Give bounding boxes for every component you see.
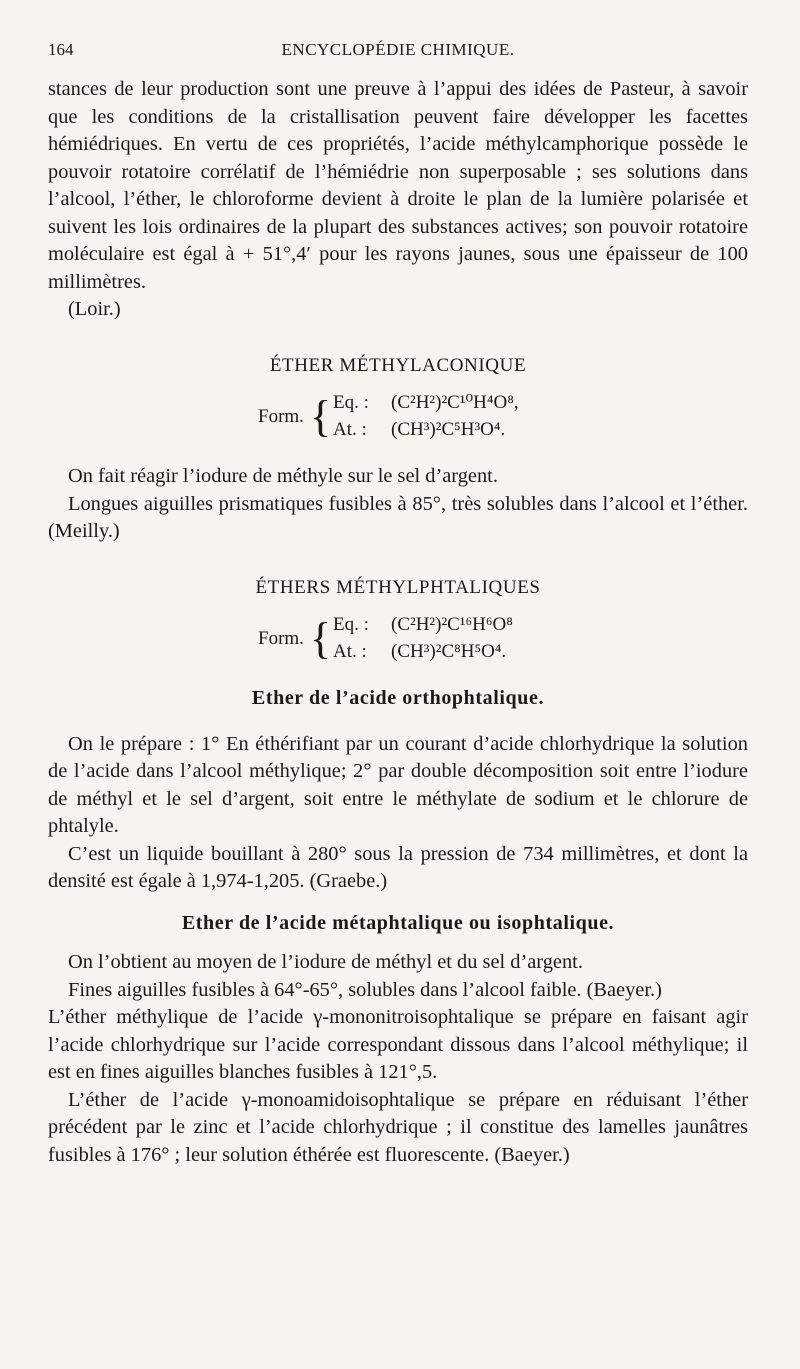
formula-methylaconique [48, 387, 748, 451]
paragraph: C’est un liquide bouillant à 280° sous la pression de 734 millimètres, et dont la densité est égale à 1,974-1,205. (Graebe.) [48, 842, 748, 892]
paragraph: L’éther de l’acide γ-monoamidoisophtalique se prépare en réduisant l’éther précédent par le zinc et l’acide chlorhydrique ; il constitue des lamelles jaunâtres fusibles à 176° ; leur solution éthérée est fluorescente. (Baeyer.) [48, 1088, 748, 1166]
section-title-methylaconique: ÉTHER MÉTHYLACONIQUE [269, 354, 527, 376]
intro-citation: (Loir.) [68, 298, 121, 320]
subsection-title-isophtalique: Ether de l’acide métaphtalique ou isophtalique. [181, 911, 615, 934]
page-body [48, 76, 748, 1169]
paragraph: On fait réagir l’iodure de méthyle sur le sel d’argent. [68, 465, 498, 487]
formula-at-value: (CH³)²C⁵H³O⁴. [391, 419, 506, 440]
formula-eq-value: (C²H²)²C¹⁰H⁴O⁸, [391, 392, 519, 413]
intro-paragraph: stances de leur production sont une preuve à l’appui des idées de Pasteur, à savoir que les conditions de la cristallisation peuvent faire développer les facettes hémiédriques. En vertu de ces propriétés, l’acide méthylcamphorique possède le pouvoir rotatoire corrélatif de l’hémiédrie non superposable ; ses solutions dans l’alcool, l’éther, le chloroforme devient à droite le plan de la lumière polarisée et suivent les lois ordinaires de la plupart des substances actives; son pouvoir rotatoire moléculaire est égal à + 51°,4′ pour les rayons jaunes, sous une épaisseur de 100 millimètres. [48, 78, 748, 293]
paragraph: Fines aiguilles fusibles à 64°-65°, solubles dans l’alcool faible. (Baeyer.) [68, 978, 662, 1001]
page-header [48, 40, 748, 70]
formula-label: Form. [258, 406, 304, 427]
paragraph: On l’obtient au moyen de l’iodure de méthyl et du sel d’argent. [68, 951, 583, 973]
formula-brace: { [310, 614, 332, 663]
formula-at-key: At. : [333, 641, 367, 662]
formula-label: Form. [258, 628, 304, 649]
formula-brace: { [310, 392, 332, 441]
paragraph: On le prépare : 1° En éthérifiant par un courant d’acide chlorhydrique la solution de l’acide dans l’alcool méthylique; 2° par double décomposition soit entre l’iodure de méthyl et le sel d’argent, soit entre le méthylate de sodium et le chlorure de phtalyle. [48, 732, 748, 837]
page-number: 164 [48, 40, 74, 59]
formula-eq-value: (C²H²)²C¹⁶H⁶O⁸ [391, 614, 513, 635]
subsection-title-orthophtalique: Ether de l’acide orthophtalique. [251, 687, 545, 709]
formula-at-value: (CH³)²C⁸H⁵O⁴. [391, 641, 507, 662]
running-title: ENCYCLOPÉDIE CHIMIQUE. [281, 40, 515, 59]
paragraph: L’éther méthylique de l’acide γ-mononitroisophtalique se prépare en faisant agir l’acide chlorhydrique sur l’acide correspondant dissous dans l’alcool méthylique; il est en fines aiguilles blanches fusibles à 121°,5. [48, 1006, 748, 1083]
formula-at-key: At. : [333, 419, 367, 440]
paragraph: Longues aiguilles prismatiques fusibles à 85°, très solubles dans l’alcool et l’éther. (Meilly.) [48, 492, 748, 542]
formula-eq-key: Eq. : [333, 392, 369, 413]
section-title-methylphtaliques: ÉTHERS MÉTHYLPHTALIQUES [255, 576, 541, 598]
formula-eq-key: Eq. : [333, 614, 369, 635]
formula-methylphtaliques [48, 609, 748, 673]
